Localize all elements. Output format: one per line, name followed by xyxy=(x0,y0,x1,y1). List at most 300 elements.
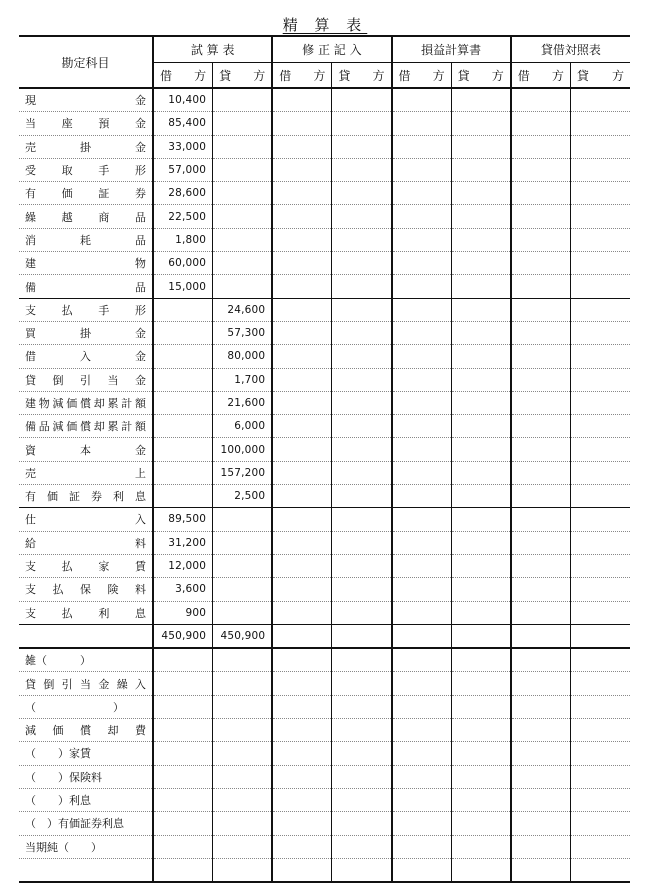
amount-cell xyxy=(332,508,392,531)
amount-cell xyxy=(272,88,332,112)
trial-debit-cell xyxy=(153,695,213,718)
amount-cell xyxy=(570,112,630,135)
table-row xyxy=(19,485,630,508)
final-row xyxy=(19,858,630,882)
amount-cell xyxy=(332,321,392,344)
trial-debit-cell: 1,800 xyxy=(153,228,213,251)
amount-cell xyxy=(332,205,392,228)
amount-cell xyxy=(332,88,392,112)
trial-debit-cell xyxy=(153,648,213,672)
table-row xyxy=(19,205,630,228)
amount-cell xyxy=(332,158,392,181)
trial-credit-cell xyxy=(213,182,273,205)
trial-credit-cell xyxy=(213,252,273,275)
account-name: 当座預金 xyxy=(19,112,153,135)
amount-cell xyxy=(570,601,630,624)
income-statement-header: 損益計算書 xyxy=(392,36,511,63)
amount-cell xyxy=(392,508,452,531)
amount-cell xyxy=(332,672,392,695)
amount-cell xyxy=(272,812,332,835)
amount-cell xyxy=(511,438,571,461)
trial-debit-cell xyxy=(153,485,213,508)
amount-cell xyxy=(570,368,630,391)
amount-cell xyxy=(392,485,452,508)
amount-cell xyxy=(392,554,452,577)
trial-debit-cell xyxy=(153,742,213,765)
amount-cell xyxy=(272,554,332,577)
amount-cell xyxy=(451,391,511,414)
table-row xyxy=(19,228,630,251)
amount-cell xyxy=(272,531,332,554)
trial-credit-cell xyxy=(213,812,273,835)
amount-cell xyxy=(272,485,332,508)
amount-cell xyxy=(570,438,630,461)
amount-cell xyxy=(272,578,332,601)
amount-cell xyxy=(451,531,511,554)
trial-debit-cell xyxy=(153,858,213,882)
amount-cell xyxy=(272,461,332,484)
amount-cell xyxy=(570,835,630,858)
amount-cell xyxy=(570,485,630,508)
trial-credit-cell: 24,600 xyxy=(213,298,273,321)
trial-credit-cell xyxy=(213,135,273,158)
trial-credit-cell xyxy=(213,158,273,181)
table-row xyxy=(19,158,630,181)
amount-cell xyxy=(332,345,392,368)
amount-cell xyxy=(451,742,511,765)
amount-cell xyxy=(451,415,511,438)
amount-cell xyxy=(272,275,332,298)
trial-credit-cell: 80,000 xyxy=(213,345,273,368)
table-row xyxy=(19,765,630,788)
amount-cell xyxy=(272,368,332,391)
trial-credit-cell xyxy=(213,578,273,601)
trial-credit-cell xyxy=(213,554,273,577)
trial-debit-cell xyxy=(153,345,213,368)
amount-cell xyxy=(511,648,571,672)
table-row xyxy=(19,135,630,158)
amount-cell xyxy=(392,438,452,461)
trial-debit-cell xyxy=(153,438,213,461)
trial-credit-cell xyxy=(213,765,273,788)
amount-cell xyxy=(451,788,511,811)
account-name: （ ）家賃 xyxy=(19,742,153,765)
trial-credit-cell xyxy=(213,788,273,811)
account-name: 有価証券利息 xyxy=(19,485,153,508)
amount-cell xyxy=(451,135,511,158)
table-row xyxy=(19,672,630,695)
trial-debit-cell: 57,000 xyxy=(153,158,213,181)
account-name: 資本金 xyxy=(19,438,153,461)
amount-cell xyxy=(511,391,571,414)
amount-cell xyxy=(451,158,511,181)
amount-cell xyxy=(451,112,511,135)
worksheet-table xyxy=(19,35,630,883)
table-row xyxy=(19,298,630,321)
account-name: 貸倒引当金繰入 xyxy=(19,672,153,695)
amount-cell xyxy=(392,719,452,742)
trial-credit-cell xyxy=(213,228,273,251)
account-name: （ ） xyxy=(19,695,153,718)
trial-debit-cell: 15,000 xyxy=(153,275,213,298)
amount-cell xyxy=(511,695,571,718)
amount-cell xyxy=(392,298,452,321)
table-row xyxy=(19,695,630,718)
amount-cell xyxy=(451,485,511,508)
amount-cell xyxy=(451,275,511,298)
account-name: 繰越商品 xyxy=(19,205,153,228)
account-name: 建物 xyxy=(19,252,153,275)
amount-cell xyxy=(392,578,452,601)
account-name: 有価証券 xyxy=(19,182,153,205)
amount-cell xyxy=(511,601,571,624)
account-name: 雑（ ） xyxy=(19,648,153,672)
table-row xyxy=(19,321,630,344)
amount-cell xyxy=(511,345,571,368)
amount-cell xyxy=(451,648,511,672)
table-row xyxy=(19,788,630,811)
amount-cell xyxy=(570,345,630,368)
account-name: 仕入 xyxy=(19,508,153,531)
amount-cell xyxy=(511,182,571,205)
trial-credit-cell: 21,600 xyxy=(213,391,273,414)
amount-cell xyxy=(451,228,511,251)
amount-cell xyxy=(332,182,392,205)
amount-cell xyxy=(392,205,452,228)
amount-cell xyxy=(332,742,392,765)
amount-cell xyxy=(332,788,392,811)
account-name: 貸倒引当金 xyxy=(19,368,153,391)
amount-cell xyxy=(511,554,571,577)
amount-cell xyxy=(332,368,392,391)
amount-cell xyxy=(511,112,571,135)
amount-cell xyxy=(451,88,511,112)
trial-debit-cell xyxy=(153,461,213,484)
amount-cell xyxy=(451,601,511,624)
amount-cell xyxy=(570,275,630,298)
trial-credit-cell: 2,500 xyxy=(213,485,273,508)
account-name: 給料 xyxy=(19,531,153,554)
amount-cell xyxy=(451,321,511,344)
amount-cell xyxy=(511,461,571,484)
amount-cell xyxy=(451,368,511,391)
trial-credit-cell xyxy=(213,205,273,228)
credit-subheader: 貸 方 xyxy=(213,63,273,89)
page-title: 精 算 表 xyxy=(282,16,368,34)
adjustments-header: 修 正 記 入 xyxy=(272,36,391,63)
table-row xyxy=(19,391,630,414)
account-header: 勘定科目 xyxy=(19,36,153,88)
amount-cell xyxy=(332,858,392,882)
trial-credit-cell xyxy=(213,672,273,695)
amount-cell xyxy=(570,531,630,554)
table-row xyxy=(19,275,630,298)
table-row xyxy=(19,508,630,531)
amount-cell xyxy=(451,182,511,205)
amount-cell xyxy=(272,719,332,742)
amount-cell xyxy=(570,228,630,251)
amount-cell xyxy=(392,321,452,344)
amount-cell xyxy=(511,252,571,275)
account-name: 支払手形 xyxy=(19,298,153,321)
amount-cell xyxy=(511,135,571,158)
amount-cell xyxy=(332,554,392,577)
amount-cell xyxy=(332,415,392,438)
amount-cell xyxy=(392,742,452,765)
amount-cell xyxy=(272,672,332,695)
amount-cell xyxy=(332,112,392,135)
amount-cell xyxy=(570,298,630,321)
amount-cell xyxy=(570,415,630,438)
amount-cell xyxy=(392,252,452,275)
amount-cell xyxy=(570,765,630,788)
amount-cell xyxy=(332,135,392,158)
amount-cell xyxy=(332,835,392,858)
amount-cell xyxy=(451,298,511,321)
trial-debit-cell xyxy=(153,672,213,695)
amount-cell xyxy=(451,508,511,531)
trial-debit-cell: 31,200 xyxy=(153,531,213,554)
amount-cell xyxy=(570,648,630,672)
amount-cell xyxy=(511,672,571,695)
amount-cell xyxy=(511,742,571,765)
trial-debit-cell xyxy=(153,812,213,835)
amount-cell xyxy=(570,252,630,275)
amount-cell xyxy=(392,88,452,112)
amount-cell xyxy=(570,88,630,112)
trial-credit-cell xyxy=(213,88,273,112)
trial-debit-cell: 900 xyxy=(153,601,213,624)
amount-cell xyxy=(570,719,630,742)
amount-cell xyxy=(332,812,392,835)
amount-cell xyxy=(570,461,630,484)
amount-cell xyxy=(511,298,571,321)
trial-debit-cell xyxy=(153,835,213,858)
table-row xyxy=(19,835,630,858)
amount-cell xyxy=(392,275,452,298)
amount-cell xyxy=(570,158,630,181)
amount-cell xyxy=(392,228,452,251)
amount-cell xyxy=(272,135,332,158)
amount-cell xyxy=(332,648,392,672)
amount-cell xyxy=(272,391,332,414)
amount-cell xyxy=(392,531,452,554)
amount-cell xyxy=(272,252,332,275)
amount-cell xyxy=(570,742,630,765)
account-name: 支払利息 xyxy=(19,601,153,624)
trial-credit-cell xyxy=(213,695,273,718)
amount-cell xyxy=(511,88,571,112)
amount-cell xyxy=(332,275,392,298)
trial-debit-cell: 450,900 xyxy=(153,624,213,648)
amount-cell xyxy=(332,578,392,601)
account-name: 支払保険料 xyxy=(19,578,153,601)
amount-cell xyxy=(332,695,392,718)
amount-cell xyxy=(392,158,452,181)
trial-debit-cell xyxy=(153,765,213,788)
amount-cell xyxy=(570,205,630,228)
amount-cell xyxy=(511,228,571,251)
trial-balance-header: 試 算 表 xyxy=(153,36,272,63)
amount-cell xyxy=(392,648,452,672)
trial-credit-cell xyxy=(213,508,273,531)
amount-cell xyxy=(570,624,630,648)
trial-debit-cell xyxy=(153,391,213,414)
balance-sheet-header: 貸借対照表 xyxy=(511,36,630,63)
trial-credit-cell xyxy=(213,601,273,624)
table-row xyxy=(19,719,630,742)
amount-cell xyxy=(511,578,571,601)
amount-cell xyxy=(272,695,332,718)
table-row xyxy=(19,438,630,461)
table-row xyxy=(19,812,630,835)
account-name: 現金 xyxy=(19,88,153,112)
credit-subheader: 貸 方 xyxy=(332,63,392,89)
amount-cell xyxy=(332,531,392,554)
amount-cell xyxy=(272,158,332,181)
account-name: 受取手形 xyxy=(19,158,153,181)
amount-cell xyxy=(272,298,332,321)
amount-cell xyxy=(272,321,332,344)
credit-subheader: 貸 方 xyxy=(451,63,511,89)
debit-subheader: 借 方 xyxy=(392,63,452,89)
amount-cell xyxy=(392,858,452,882)
amount-cell xyxy=(272,228,332,251)
trial-credit-cell xyxy=(213,858,273,882)
trial-debit-cell xyxy=(153,788,213,811)
trial-credit-cell: 6,000 xyxy=(213,415,273,438)
amount-cell xyxy=(392,112,452,135)
table-row xyxy=(19,554,630,577)
account-name: 売掛金 xyxy=(19,135,153,158)
trial-debit-cell: 60,000 xyxy=(153,252,213,275)
amount-cell xyxy=(272,345,332,368)
amount-cell xyxy=(451,252,511,275)
amount-cell xyxy=(392,601,452,624)
amount-cell xyxy=(392,695,452,718)
amount-cell xyxy=(332,765,392,788)
amount-cell xyxy=(511,158,571,181)
amount-cell xyxy=(272,858,332,882)
amount-cell xyxy=(332,719,392,742)
debit-subheader: 借 方 xyxy=(511,63,571,89)
amount-cell xyxy=(451,438,511,461)
amount-cell xyxy=(511,485,571,508)
amount-cell xyxy=(272,182,332,205)
table-row xyxy=(19,601,630,624)
amount-cell xyxy=(392,461,452,484)
table-row xyxy=(19,742,630,765)
amount-cell xyxy=(332,461,392,484)
trial-debit-cell: 3,600 xyxy=(153,578,213,601)
account-name: （ ）保険料 xyxy=(19,765,153,788)
amount-cell xyxy=(511,205,571,228)
amount-cell xyxy=(570,695,630,718)
trial-debit-cell: 28,600 xyxy=(153,182,213,205)
debit-subheader: 借 方 xyxy=(153,63,213,89)
amount-cell xyxy=(511,788,571,811)
table-row xyxy=(19,112,630,135)
amount-cell xyxy=(392,391,452,414)
amount-cell xyxy=(451,812,511,835)
trial-credit-cell: 1,700 xyxy=(213,368,273,391)
table-row xyxy=(19,182,630,205)
account-name: 備品 xyxy=(19,275,153,298)
amount-cell xyxy=(511,858,571,882)
table-row xyxy=(19,578,630,601)
trial-debit-cell xyxy=(153,719,213,742)
amount-cell xyxy=(511,812,571,835)
amount-cell xyxy=(511,508,571,531)
table-row xyxy=(19,648,630,672)
amount-cell xyxy=(511,275,571,298)
amount-cell xyxy=(511,531,571,554)
trial-credit-cell xyxy=(213,742,273,765)
trial-debit-cell xyxy=(153,415,213,438)
amount-cell xyxy=(451,835,511,858)
table-row xyxy=(19,88,630,112)
amount-cell xyxy=(272,765,332,788)
account-name: 当期純（ ） xyxy=(19,835,153,858)
amount-cell xyxy=(272,438,332,461)
amount-cell xyxy=(451,554,511,577)
account-name: 支払家賃 xyxy=(19,554,153,577)
amount-cell xyxy=(570,672,630,695)
amount-cell xyxy=(451,765,511,788)
amount-cell xyxy=(451,205,511,228)
account-name xyxy=(19,624,153,648)
amount-cell xyxy=(570,321,630,344)
totals-row xyxy=(19,624,630,648)
amount-cell xyxy=(392,624,452,648)
amount-cell xyxy=(511,835,571,858)
amount-cell xyxy=(392,135,452,158)
table-row xyxy=(19,415,630,438)
amount-cell xyxy=(332,298,392,321)
amount-cell xyxy=(511,368,571,391)
amount-cell xyxy=(451,858,511,882)
amount-cell xyxy=(570,858,630,882)
account-name: 建物減価償却累計額 xyxy=(19,391,153,414)
amount-cell xyxy=(332,252,392,275)
table-row xyxy=(19,252,630,275)
account-name: 減価償却費 xyxy=(19,719,153,742)
trial-credit-cell: 57,300 xyxy=(213,321,273,344)
account-name: 買掛金 xyxy=(19,321,153,344)
trial-credit-cell: 157,200 xyxy=(213,461,273,484)
amount-cell xyxy=(272,648,332,672)
trial-debit-cell: 12,000 xyxy=(153,554,213,577)
amount-cell xyxy=(272,601,332,624)
amount-cell xyxy=(392,765,452,788)
amount-cell xyxy=(511,321,571,344)
table-row xyxy=(19,531,630,554)
amount-cell xyxy=(272,624,332,648)
amount-cell xyxy=(570,135,630,158)
amount-cell xyxy=(451,578,511,601)
amount-cell xyxy=(392,182,452,205)
amount-cell xyxy=(570,554,630,577)
amount-cell xyxy=(272,742,332,765)
trial-credit-cell: 450,900 xyxy=(213,624,273,648)
amount-cell xyxy=(451,461,511,484)
amount-cell xyxy=(332,624,392,648)
trial-debit-cell xyxy=(153,368,213,391)
account-name: 消耗品 xyxy=(19,228,153,251)
account-name: （ ）有価証券利息 xyxy=(19,812,153,835)
account-name: 売上 xyxy=(19,461,153,484)
amount-cell xyxy=(272,508,332,531)
